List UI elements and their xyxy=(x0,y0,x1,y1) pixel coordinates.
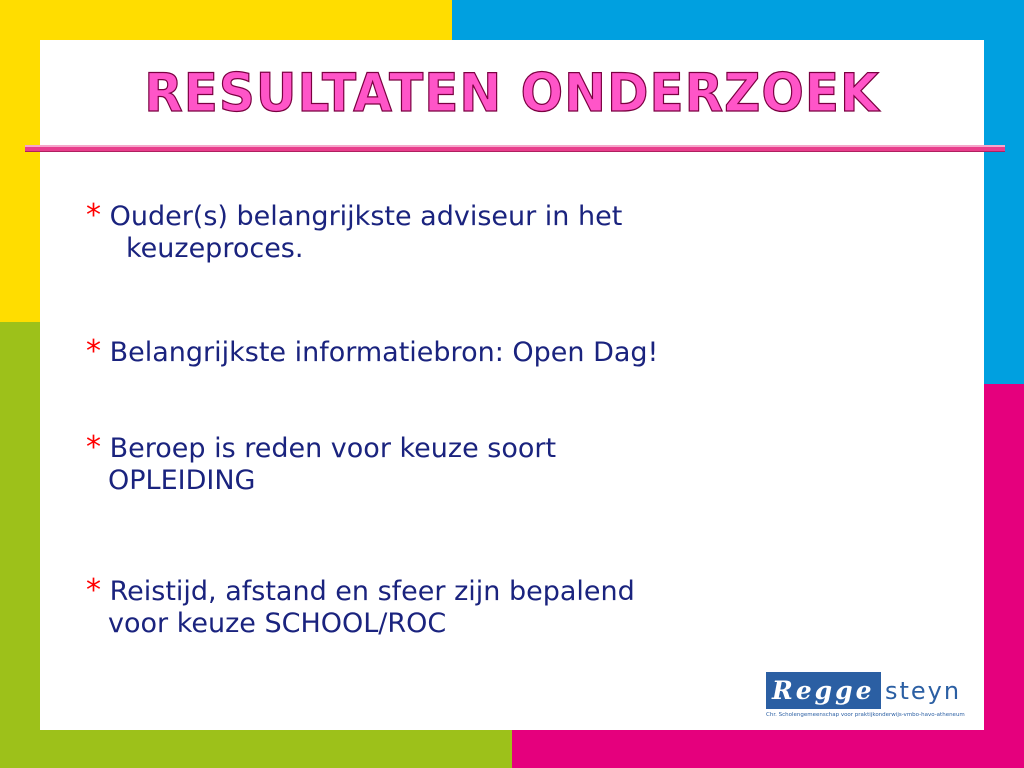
reggesteyn-logo xyxy=(766,672,971,728)
bullet-text: Belangrijkste informatiebron: Open Dag! xyxy=(109,337,659,368)
logo-subtitle: Chr. Scholengemeenschap voor praktijkonderwijs-vmbo-havo-atheneum xyxy=(766,712,965,718)
bullet-star-icon: * xyxy=(86,573,101,608)
bullet-item-2 xyxy=(86,336,658,369)
bullet-star-icon: * xyxy=(86,430,101,465)
bullet-star-icon: * xyxy=(86,198,101,233)
bullet-star-icon: * xyxy=(86,334,101,369)
logo-name-left: Regge xyxy=(766,672,881,709)
bullet-item-3 xyxy=(86,432,556,497)
bullet-text: Ouder(s) belangrijkste adviseur in het xyxy=(109,201,623,232)
title-divider xyxy=(25,145,1005,152)
bullet-text-continued: voor keuze SCHOOL/ROC xyxy=(108,608,447,639)
logo-name-right: steyn xyxy=(885,677,962,705)
bullet-item-1 xyxy=(86,200,622,265)
bullet-text-continued: OPLEIDING xyxy=(108,465,256,496)
bullet-text-continued: keuzeproces. xyxy=(126,233,304,264)
bullet-text: Reistijd, afstand en sfeer zijn bepalend xyxy=(109,576,635,607)
bullet-text: Beroep is reden voor keuze soort xyxy=(109,433,557,464)
bullet-item-4 xyxy=(86,575,635,640)
slide-title: RESULTATEN ONDERZOEK xyxy=(144,62,880,124)
